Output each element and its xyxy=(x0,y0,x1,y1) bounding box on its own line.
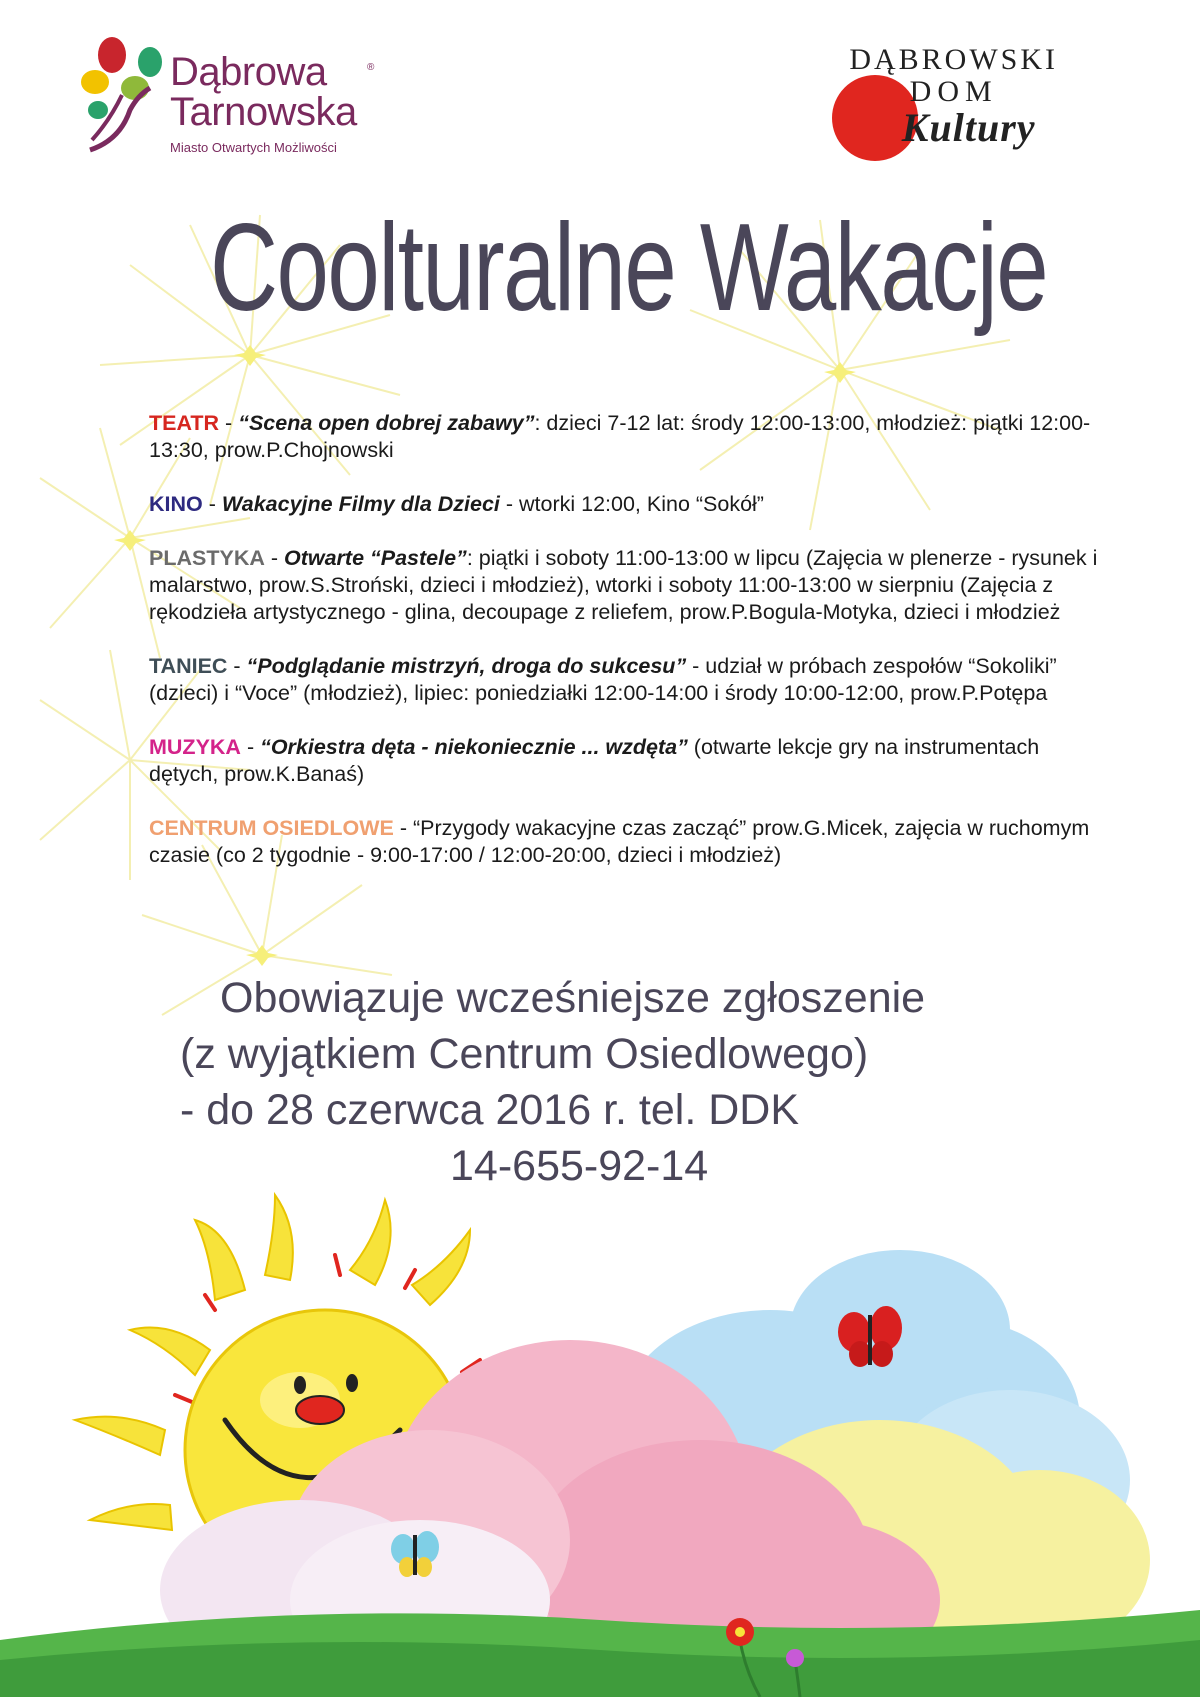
activity-separator: - xyxy=(227,654,247,678)
activity-category: PLASTYKA xyxy=(149,546,265,570)
activity-details: - wtorki 12:00, Kino “Sokół” xyxy=(499,492,764,516)
notice-line-2: (z wyjątkiem Centrum Osiedlowego) xyxy=(180,1030,869,1078)
ddk-logo xyxy=(849,44,1058,148)
activity-subtitle: “Podglądanie mistrzyń, droga do sukcesu” xyxy=(246,654,687,678)
activity-category: CENTRUM OSIEDLOWE xyxy=(149,816,394,840)
activity-category: TEATR xyxy=(149,411,220,435)
ddk-line-3: Kultury xyxy=(901,105,1036,150)
activity-separator: - xyxy=(219,411,239,435)
notice-line-1: Obowiązuje wcześniejsze zgłoszenie xyxy=(220,974,926,1022)
activity-category: KINO xyxy=(149,492,203,516)
activity-muzyka xyxy=(149,734,1109,788)
ddk-line-2: DOM xyxy=(909,75,998,108)
notice-line-3: - do 28 czerwca 2016 r. tel. DDK xyxy=(180,1086,800,1134)
activity-subtitle: Otwarte “Pastele” xyxy=(283,546,467,570)
activity-subtitle: “Scena open dobrej zabawy” xyxy=(238,411,535,435)
activity-details: : dzieci 7-12 lat: środy 12:00-13:00, młodzież: piątki 12:00-13:30, prow.P.Chojnowski xyxy=(149,411,1091,462)
notice-phone: 14-655-92-14 xyxy=(450,1142,709,1190)
activity-separator: - xyxy=(393,816,413,840)
activity-centrum-osiedlowe xyxy=(149,815,1109,869)
page-title: Coolturalne Wakacje xyxy=(210,199,1048,337)
activity-details: “Przygody wakacyjne czas zacząć” prow.G.Micek, zajęcia w ruchomym czasie (co 2 tygodnie - 9:00-17:00 / 12:00-20:00, dzieci i młodzież) xyxy=(149,816,1090,867)
activity-plastyka xyxy=(149,545,1109,626)
activity-separator: - xyxy=(264,546,284,570)
activity-category: MUZYKA xyxy=(149,735,241,759)
logo-tagline: Miasto Otwartych Możliwości xyxy=(170,140,337,155)
activity-details: (otwarte lekcje gry na instrumentach dętych, prow.K.Banaś) xyxy=(149,735,1040,786)
logo-line-2: Tarnowska xyxy=(170,90,357,134)
activity-subtitle: “Orkiestra dęta - niekoniecznie ... wzdęta” xyxy=(260,735,688,759)
activity-separator: - xyxy=(240,735,261,759)
activity-details: : piątki i soboty 11:00-13:00 w lipcu (Zajęcia w plenerze - rysunek i malarstwo, prow.S.Stroński, dzieci i młodzież), wtorki i soboty 11:00-13:00 w sierpniu (Zajęcia z rękodzieła artystycznego - glina, decoupage z reliefem, prow.P.Bogula-Motyka, dzieci i młodzież xyxy=(149,546,1098,624)
activity-separator: - xyxy=(202,492,222,516)
activities-list xyxy=(149,410,1109,896)
activity-subtitle: Wakacyjne Filmy dla Dzieci xyxy=(221,492,500,516)
registration-notice xyxy=(0,970,1200,1194)
ddk-line-1: DĄBROWSKI xyxy=(849,43,1058,76)
logo-line-1: Dąbrowa xyxy=(170,50,327,94)
activity-kino xyxy=(149,491,1109,518)
activity-taniec xyxy=(149,653,1109,707)
registered-mark: ® xyxy=(367,62,375,73)
activity-details: - udział w próbach zespołów “Sokoliki” (dzieci) i “Voce” (młodzież), lipiec: poniedziałki 12:00-14:00 i środy 10:00-12:00, prow.P.Potępa xyxy=(149,654,1057,705)
activity-category: TANIEC xyxy=(149,654,228,678)
activity-teatr xyxy=(149,410,1109,464)
